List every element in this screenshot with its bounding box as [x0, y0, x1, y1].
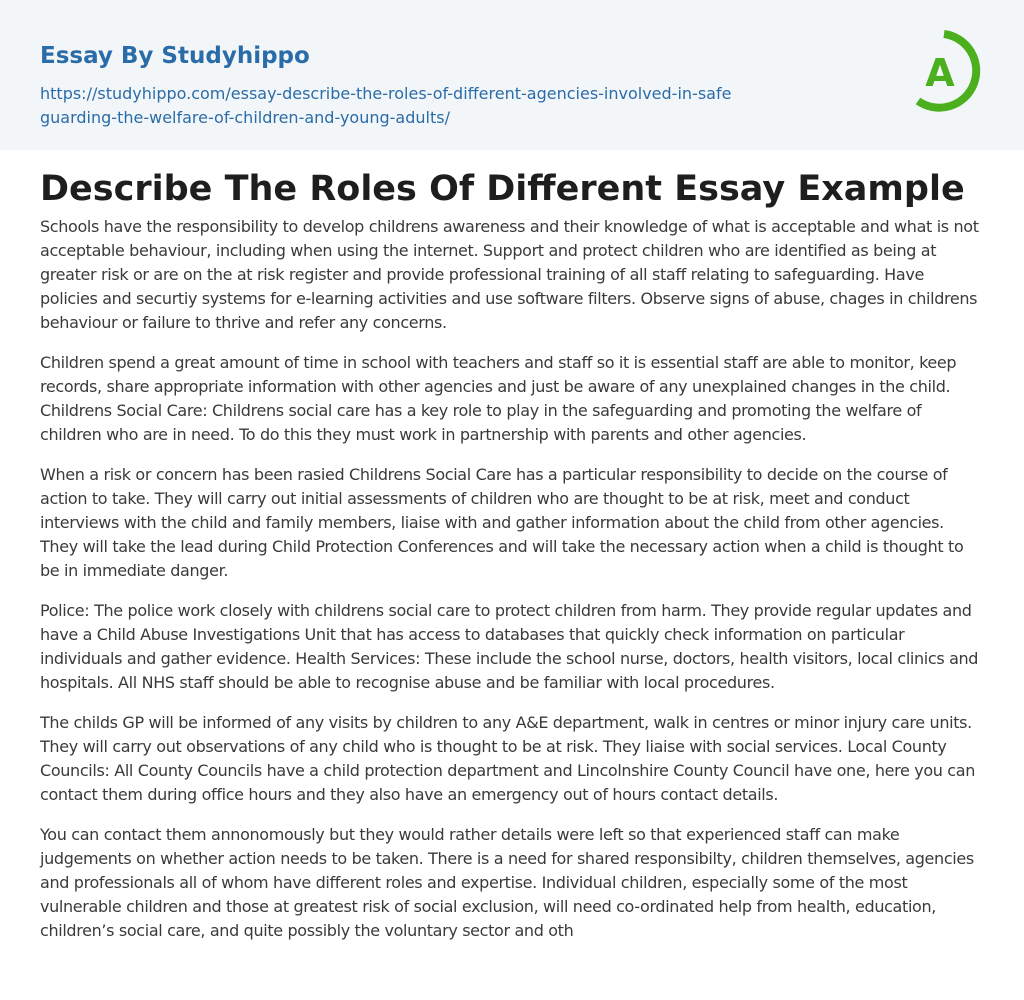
essay-paragraph: Schools have the responsibility to develop childrens awareness and their knowledge of what is acceptable and what is not acceptable behaviour, including when using the internet. Support and protect children who are identified as being at greater risk or are on the at risk register and provide professional training of all staff relating to safeguarding. Have policies and securtiy systems for e-learning activities and use software filters. Observe signs of abuse, chages in childrens behaviour or failure to thrive and refer any concerns. [40, 217, 979, 332]
logo-ring-icon [906, 28, 988, 116]
essay-body [40, 215, 984, 959]
essay-paragraph: You can contact them annonomously but they would rather details were left so that experienced staff can make judgements on whether action needs to be taken. There is a need for shared responsibilty, children themselves, agencies and professionals all of whom have different roles and expertise. Individual children, especially some of the most vulnerable children and those at greatest risk of social exclusion, will need co-ordinated help from health, education, children’s social care, and quite possibly the voluntary sector and oth [40, 825, 974, 940]
essay-title: Describe The Roles Of Different Essay Example [40, 169, 965, 209]
site-brand[interactable]: Essay By Studyhippo [40, 43, 310, 69]
essay-paragraph: When a risk or concern has been rasied Childrens Social Care has a particular responsibility to decide on the course of action to take. They will carry out initial assessments of children who are thought to be at risk, meet and conduct interviews with the child and family members, liaise with and gather information about the child from other agencies. They will take the lead during Child Protection Conferences and will take the necessary action when a child is thought to be in immediate danger. [40, 465, 964, 580]
logo-letter: A [925, 51, 955, 95]
essay-paragraph: Police: The police work closely with childrens social care to protect children from harm. They provide regular updates and have a Child Abuse Investigations Unit that has access to databases that quickly check information on particular individuals and gather evidence. Health Services: These include the school nurse, doctors, health visitors, local clinics and hospitals. All NHS staff should be able to recognise abuse and be familiar with local procedures. [40, 601, 979, 692]
essay-url-link[interactable]: https://studyhippo.com/essay-describe-the-roles-of-different-agencies-involved-in-safeguarding-the-welfare-of-children-and-young-adults/ [40, 84, 732, 127]
essay-paragraph: Children spend a great amount of time in school with teachers and staff so it is essential staff are able to monitor, keep records, share appropriate information with other agencies and just be aware of any unexplained changes in the child. Childrens Social Care: Childrens social care has a key role to play in the safeguarding and promoting the welfare of children who are in need. To do this they must work in partnership with parents and other agencies. [40, 353, 957, 444]
studyhippo-logo[interactable] [906, 28, 988, 116]
site-header [0, 0, 1024, 150]
essay-paragraph: The childs GP will be informed of any visits by children to any A&E department, walk in centres or minor injury care units. They will carry out observations of any child who is thought to be at risk. They liaise with social services. Local County Councils: All County Councils have a child protection department and Lincolnshire County Council have one, here you can contact them during office hours and they also have an emergency out of hours contact details. [40, 713, 975, 804]
